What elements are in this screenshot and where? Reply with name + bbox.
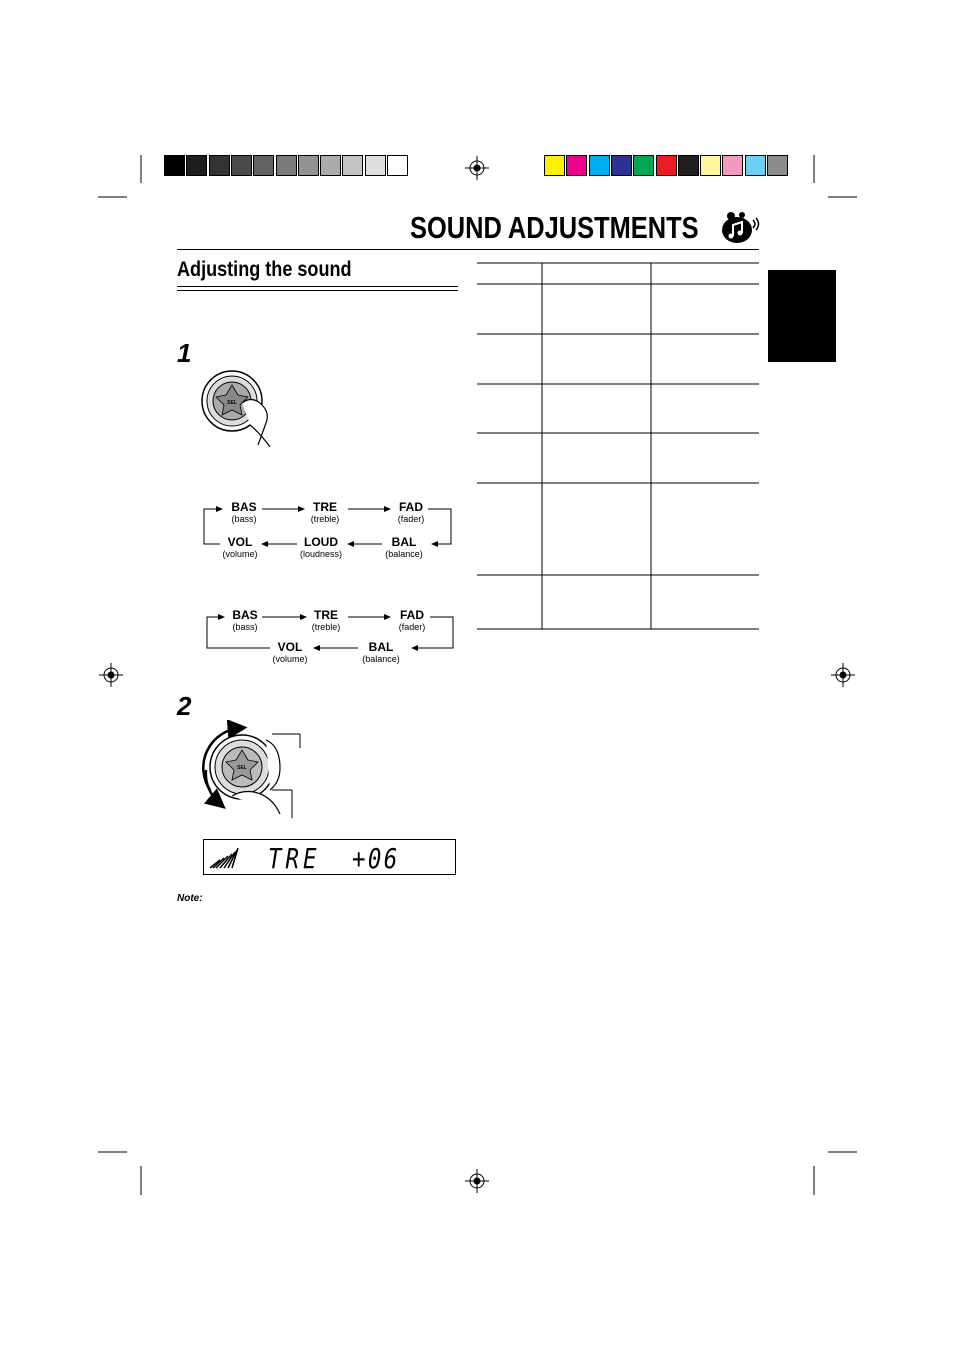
color-swatch xyxy=(767,155,788,176)
flow2-fad-sub: (fader) xyxy=(398,622,426,632)
knob-sel-label: SEL xyxy=(227,400,237,406)
display-mode-text: TRE xyxy=(268,842,321,875)
flow2-fad-label: FAD xyxy=(400,608,424,622)
flow2-tre-label: TRE xyxy=(314,608,338,622)
gray-swatch xyxy=(298,155,319,176)
flow1-loud-sub: (loudness) xyxy=(299,549,343,559)
section-rule-2 xyxy=(177,290,458,291)
language-tab xyxy=(768,270,836,362)
lcd-display xyxy=(203,839,456,875)
color-swatch xyxy=(656,155,677,176)
sound-settings-table xyxy=(476,262,760,632)
registration-target-top xyxy=(465,156,489,180)
registration-target-left xyxy=(99,663,123,687)
section-title: Adjusting the sound xyxy=(177,258,352,281)
flow2-tre-sub: (treble) xyxy=(311,622,341,632)
color-swatch xyxy=(611,155,632,176)
flow2-bas-sub: (bass) xyxy=(232,622,258,632)
color-swatch xyxy=(745,155,766,176)
section-rule-1 xyxy=(177,286,458,287)
color-swatch xyxy=(700,155,721,176)
gray-swatch xyxy=(186,155,207,176)
registration-target-bottom xyxy=(465,1169,489,1193)
title-rule xyxy=(177,249,759,250)
flow1-fad-sub: (fader) xyxy=(397,514,425,524)
flow1-arrows xyxy=(200,500,460,560)
flow1-bas-sub: (bass) xyxy=(231,514,257,524)
registration-target-right xyxy=(831,663,855,687)
display-pattern-icon xyxy=(208,844,240,870)
gray-swatch xyxy=(342,155,363,176)
sel-knob-press-illustration xyxy=(198,365,278,447)
color-swatch xyxy=(589,155,610,176)
flow2-vol-sub: (volume) xyxy=(272,654,308,664)
flow1-bal-label: BAL xyxy=(391,535,417,549)
page-title: SOUND ADJUSTMENTS xyxy=(410,210,699,245)
color-swatch xyxy=(722,155,743,176)
color-swatch xyxy=(544,155,565,176)
flow1-vol-sub: (volume) xyxy=(222,549,258,559)
flow1-loud-label: LOUD xyxy=(304,535,338,549)
flow1-bas-label: BAS xyxy=(231,500,257,514)
step-2-number: 2 xyxy=(177,691,192,721)
flow2-bas-label: BAS xyxy=(232,608,258,622)
flow1-fad-label: FAD xyxy=(399,500,423,514)
color-swatch xyxy=(633,155,654,176)
gray-swatch xyxy=(276,155,297,176)
gray-swatch xyxy=(253,155,274,176)
music-note-icon xyxy=(720,210,762,246)
knob-sel-label-2: SEL xyxy=(237,765,247,771)
gray-swatch xyxy=(231,155,252,176)
color-swatch xyxy=(566,155,587,176)
note-label: Note: xyxy=(177,893,203,904)
flow2-bal-sub: (balance) xyxy=(362,654,400,664)
flow2-arrows xyxy=(200,608,462,658)
gray-swatch xyxy=(387,155,408,176)
flow2-vol-label: VOL xyxy=(277,640,303,654)
flow1-bal-sub: (balance) xyxy=(385,549,423,559)
gray-swatch xyxy=(164,155,185,176)
gray-swatch xyxy=(320,155,341,176)
flow1-tre-sub: (treble) xyxy=(310,514,340,524)
gray-swatch xyxy=(209,155,230,176)
sel-knob-turn-illustration xyxy=(196,720,306,822)
gray-swatch xyxy=(365,155,386,176)
step-1-number: 1 xyxy=(177,338,192,368)
flow2-bal-label: BAL xyxy=(368,640,394,654)
flow1-tre-label: TRE xyxy=(313,500,337,514)
flow1-vol-label: VOL xyxy=(227,535,253,549)
display-value-text: +06 xyxy=(352,842,400,875)
color-swatch xyxy=(678,155,699,176)
